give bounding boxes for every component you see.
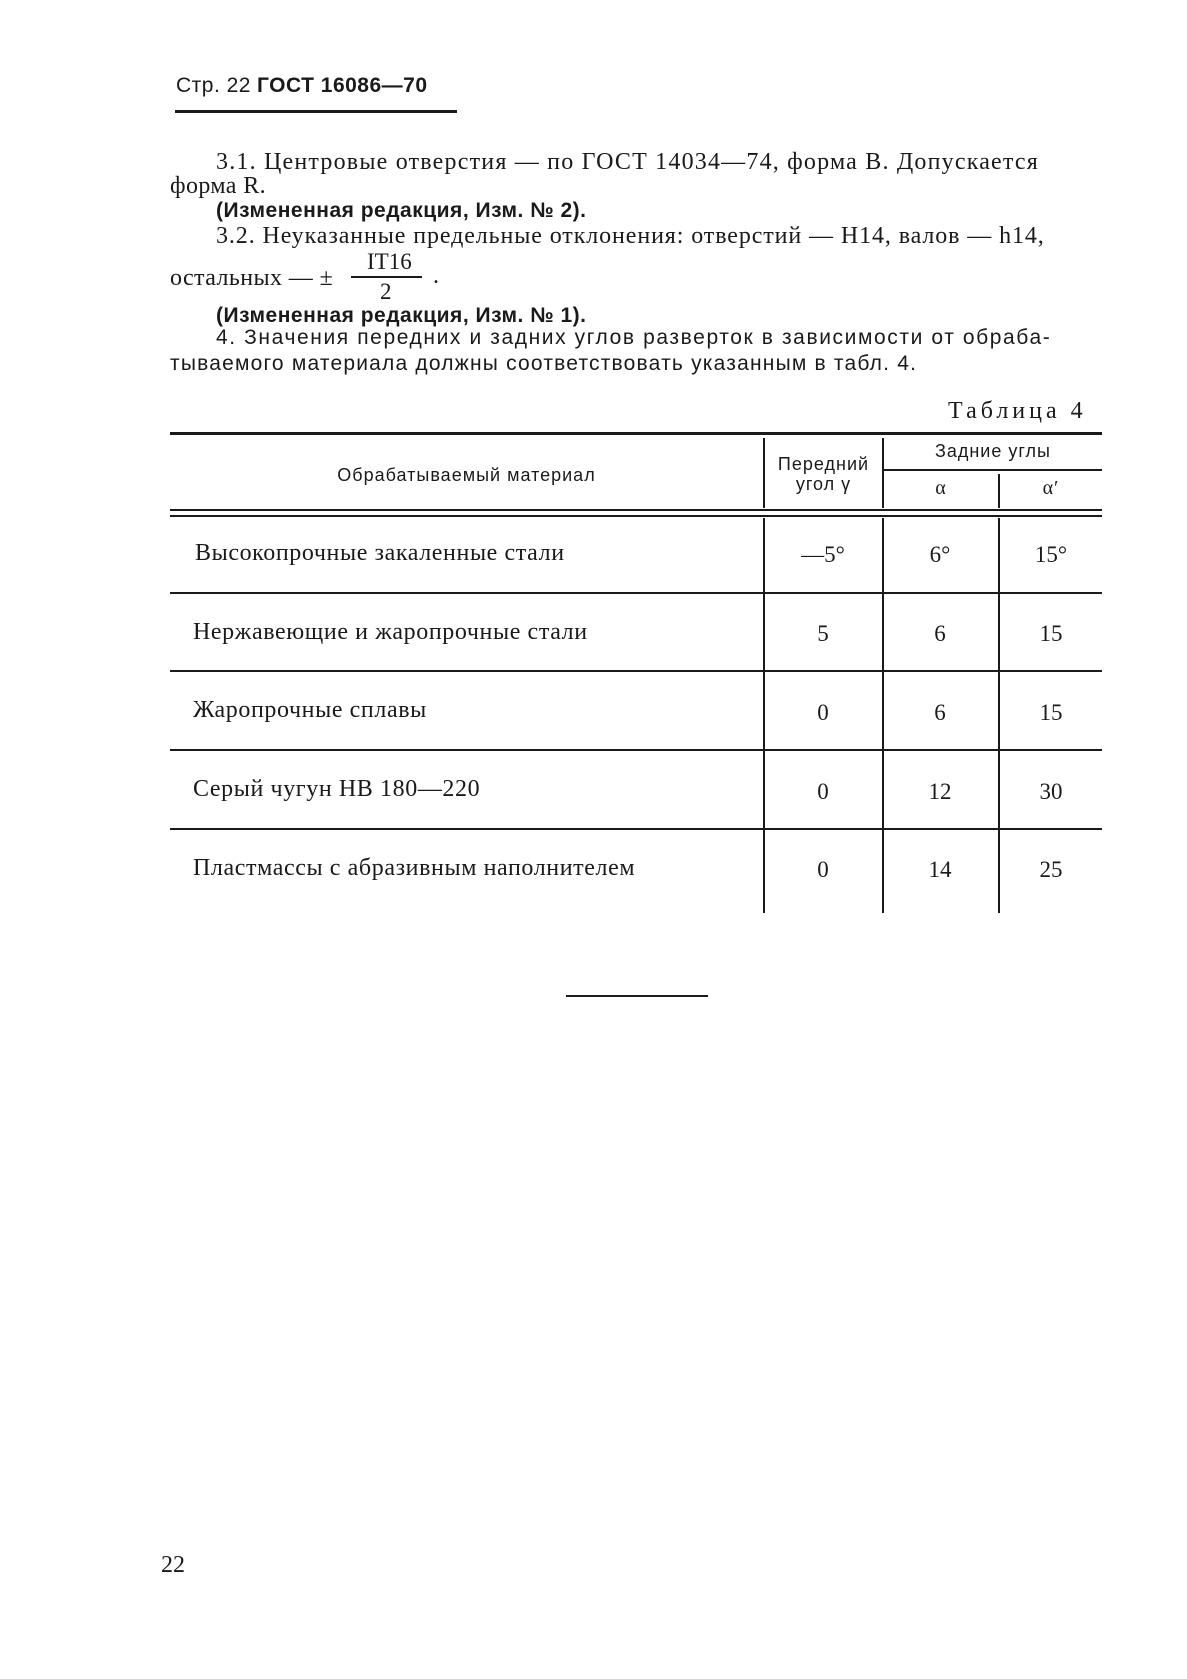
header-back-angles: Задние углы [934, 441, 1051, 461]
header-bottom-rule-2 [170, 515, 1102, 517]
cell-material: Нержавеющие и жаропрочные стали [193, 619, 588, 645]
header-alpha-prime: α′ [1042, 477, 1060, 499]
page-number: 22 [161, 1552, 185, 1578]
row-rule-3 [170, 749, 1102, 751]
cell-alpha: 6° [929, 542, 951, 567]
cell-alpha-prime: 25 [1039, 857, 1063, 882]
cell-gamma: 5 [817, 621, 829, 646]
para-4-line1: 4. Значения передних и задних углов разверток в зависимости от обраба- [216, 326, 1052, 349]
page-label: Стр. 22 [176, 74, 251, 97]
gost-number: ГОСТ 16086—70 [257, 74, 428, 97]
edit-note-1: (Измененная редакция, Изм. № 1). [216, 304, 587, 327]
para-3-2-suffix: . [433, 263, 440, 289]
header-bottom-rule-1 [170, 509, 1102, 511]
cell-alpha-prime: 30 [1039, 779, 1063, 804]
para-3-2-prefix: остальных — ± [170, 265, 334, 291]
vline-body-1 [763, 518, 765, 913]
table-top-rule [170, 432, 1102, 435]
cell-alpha: 12 [928, 779, 952, 804]
fraction-denominator: 2 [380, 279, 392, 304]
cell-alpha: 6 [934, 621, 946, 646]
cell-alpha-prime: 15° [1034, 542, 1068, 567]
row-rule-1 [170, 592, 1102, 594]
para-3-1-line2: форма R. [170, 173, 267, 199]
fraction-bar [351, 276, 422, 278]
cell-material: Высокопрочные закаленные стали [195, 540, 565, 566]
fraction-numerator: IT16 [367, 249, 412, 274]
subheader-rule [883, 469, 1102, 471]
para-3-1-line1: 3.1. Центровые отверстия — по ГОСТ 14034—74, форма В. Допускается [216, 149, 1039, 175]
cell-gamma: 0 [817, 779, 829, 804]
cell-gamma: 0 [817, 700, 829, 725]
row-rule-4 [170, 828, 1102, 830]
cell-material: Жаропрочные сплавы [193, 697, 427, 723]
header-material: Обрабатываемый материал [337, 465, 596, 485]
cell-alpha: 6 [934, 700, 946, 725]
cell-material: Пластмассы с абразивным наполнителем [193, 855, 636, 881]
header-alpha: α [935, 477, 947, 499]
cell-alpha-prime: 15 [1039, 621, 1063, 646]
vline-body-2 [882, 518, 884, 913]
cell-alpha-prime: 15 [1039, 700, 1063, 725]
cell-material: Серый чугун НВ 180—220 [193, 776, 481, 802]
para-4-line2: тываемого материала должны соответствовать указанным в табл. 4. [170, 352, 918, 375]
cell-gamma: 0 [817, 857, 829, 882]
header-rule [175, 110, 457, 113]
table-caption: Таблица 4 [948, 398, 1087, 424]
end-rule [566, 995, 708, 997]
cell-alpha: 14 [928, 857, 952, 882]
cell-gamma: —5° [801, 542, 845, 567]
edit-note-2: (Измененная редакция, Изм. № 2). [216, 199, 587, 222]
page-header [176, 74, 428, 98]
header-front-line2: угол γ [795, 474, 852, 494]
row-rule-2 [170, 670, 1102, 672]
header-front-line1: Передний [777, 454, 870, 474]
para-3-2-line1: 3.2. Неуказанные предельные отклонения: отверстий — Н14, валов — h14, [216, 223, 1045, 249]
